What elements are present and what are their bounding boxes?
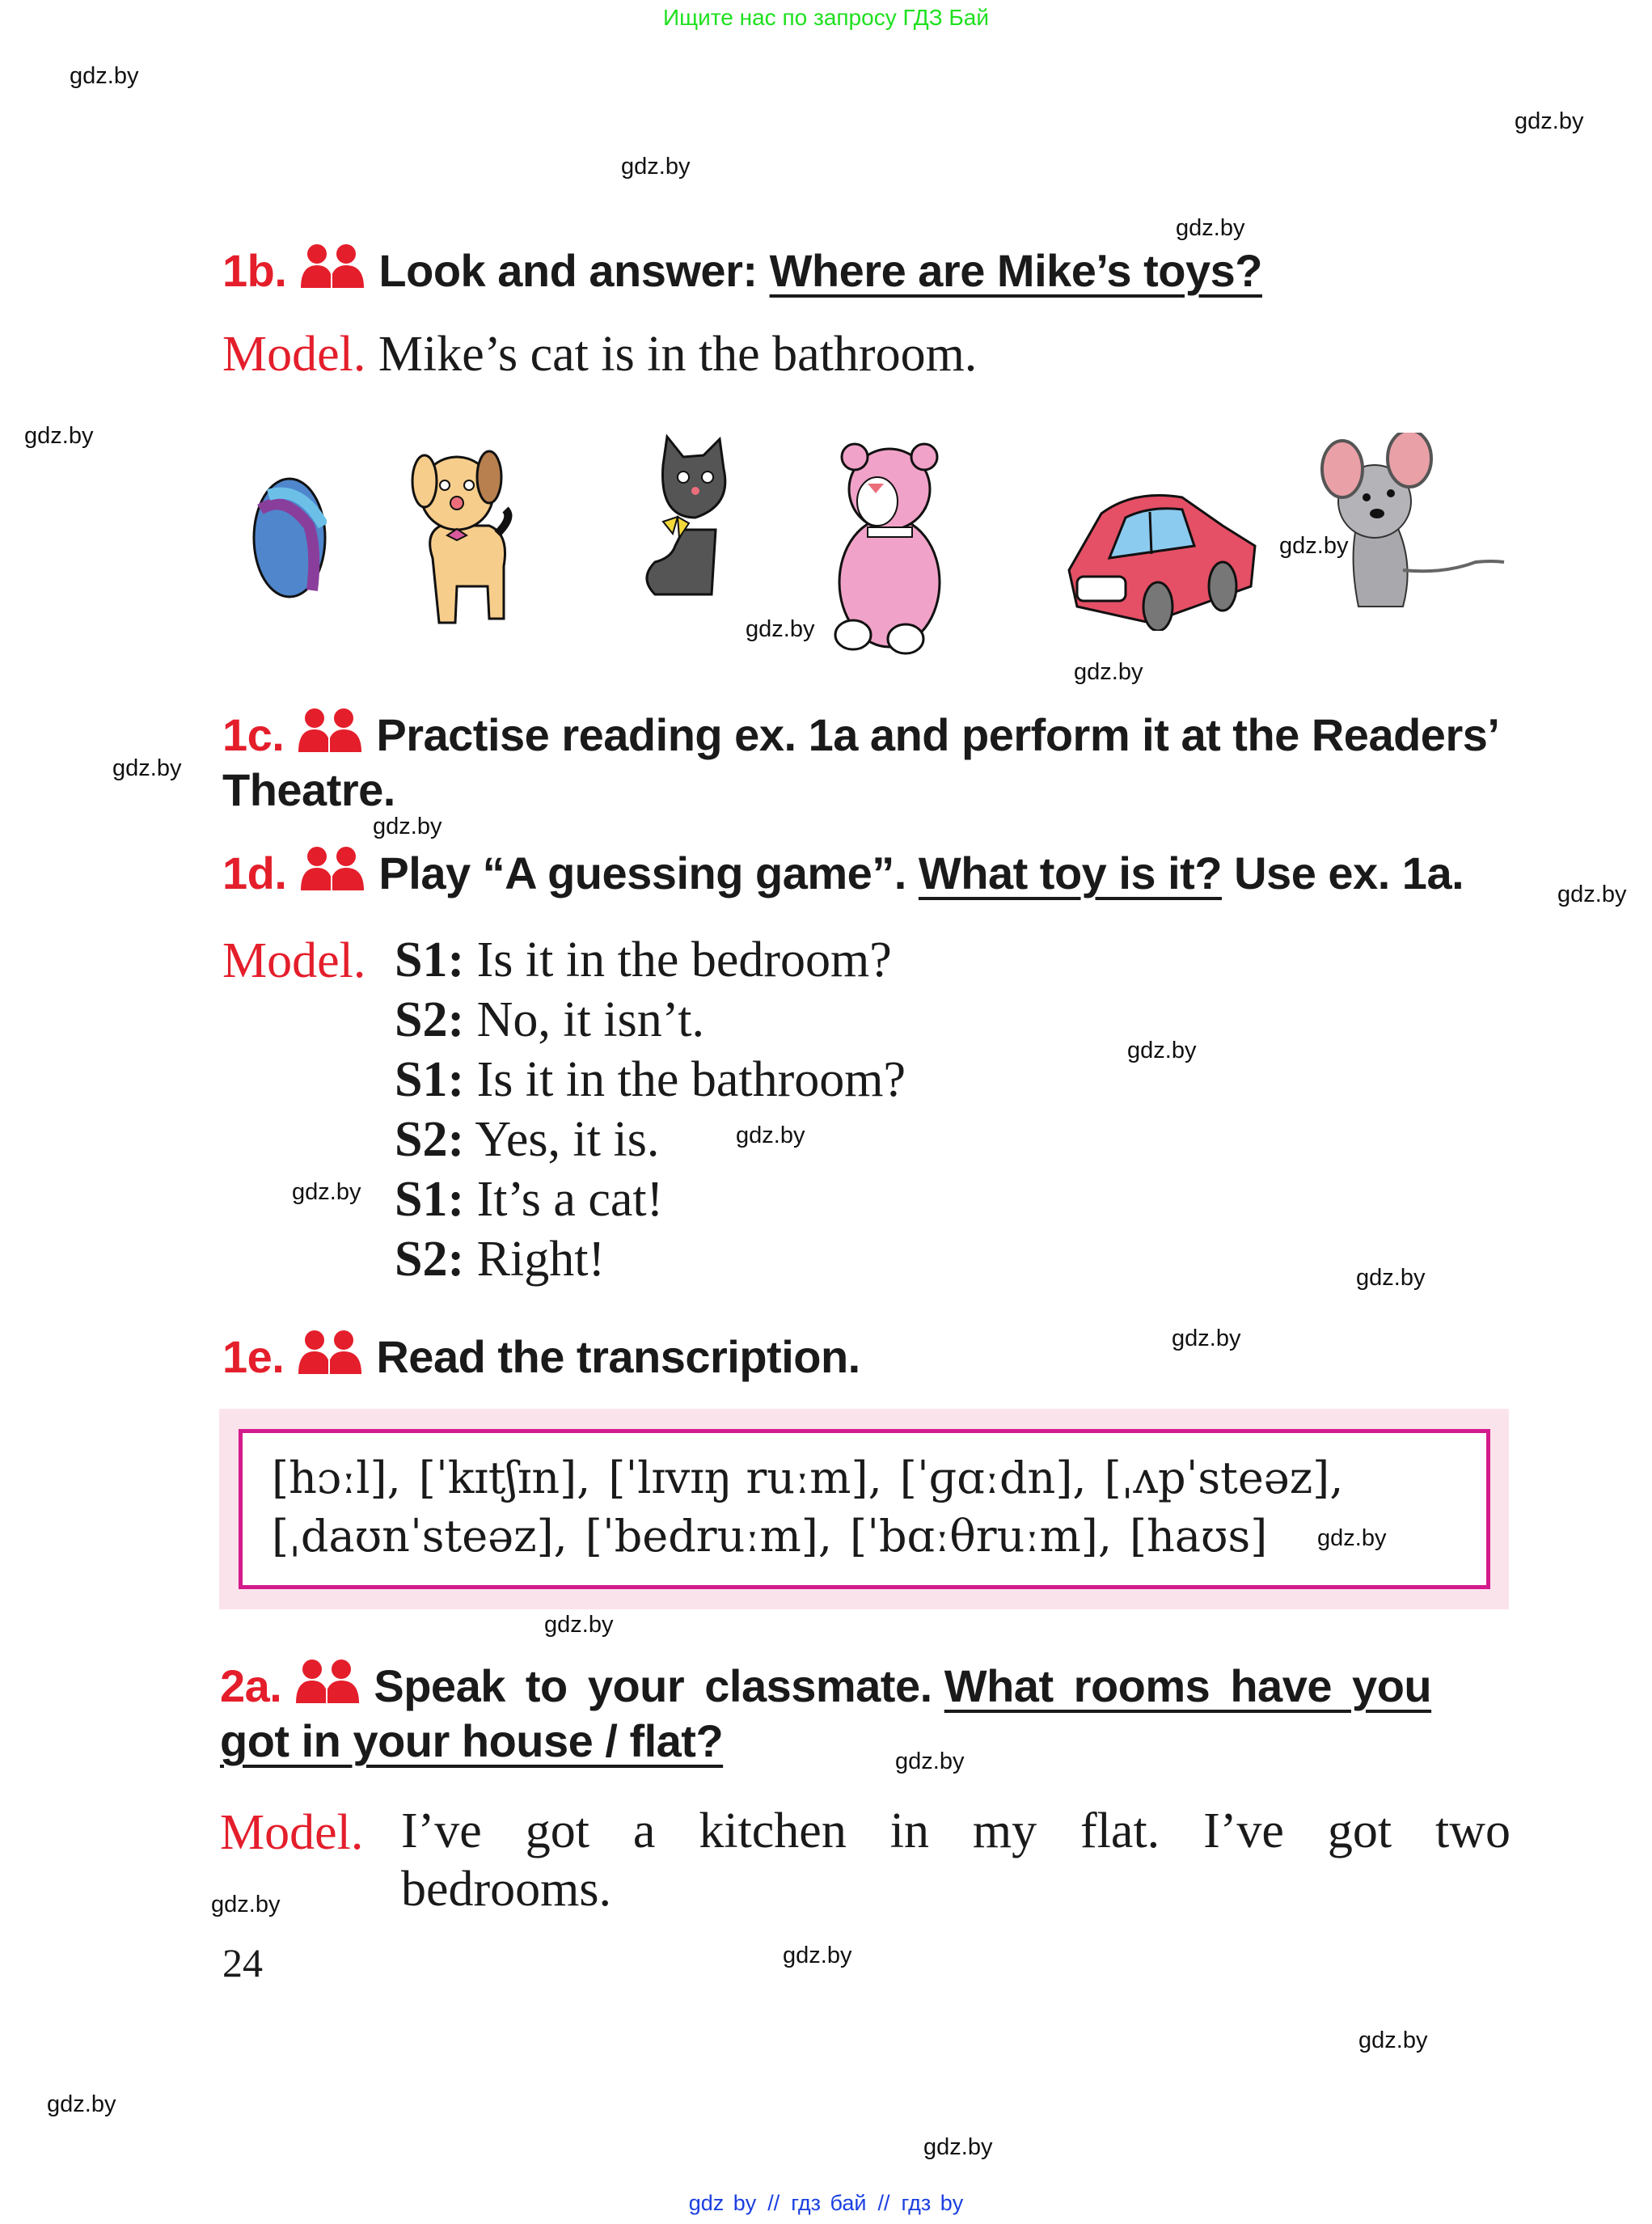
footer-link[interactable]: гдз by <box>901 2191 964 2215</box>
speaker: S1: <box>395 1052 465 1107</box>
line-text: No, it isn’t. <box>476 992 704 1047</box>
exercise-number: 1b. <box>222 245 287 296</box>
question-part1: What rooms have you <box>944 1660 1432 1711</box>
watermark: gdz.by <box>1176 215 1245 241</box>
watermark: gdz.by <box>1127 1038 1197 1063</box>
watermark: gdz.by <box>1317 1525 1387 1551</box>
separator: // <box>767 2191 780 2215</box>
line-text: It’s a cat! <box>476 1172 664 1227</box>
exercise-2a-model-label <box>220 1802 363 1863</box>
dialogue-line <box>395 930 906 990</box>
instruction: Play “A guessing game”. <box>378 848 906 898</box>
watermark: gdz.by <box>783 1943 852 1968</box>
transcription-kitchen: [ˈkɪtʃɪn], <box>418 1452 591 1503</box>
watermark: gdz.by <box>1172 1326 1241 1351</box>
watermark: gdz.by <box>24 423 94 449</box>
watermark: gdz.by <box>373 814 442 839</box>
model-label: Model. <box>222 933 366 988</box>
exercise-1d-dialogue <box>395 930 906 1289</box>
footer-link[interactable]: gdz by <box>688 2191 757 2215</box>
dog-icon <box>408 445 518 631</box>
dialogue-line <box>395 1110 906 1169</box>
teddy-bear-icon <box>829 437 950 655</box>
footer-link[interactable]: гдз бай <box>791 2191 867 2215</box>
page-number: 24 <box>222 1940 263 1985</box>
transcription-line-1 <box>272 1449 1468 1507</box>
watermark: gdz.by <box>1557 882 1627 907</box>
speaker: S1: <box>395 932 465 987</box>
exercise-1d-model-label <box>222 930 365 991</box>
instruction-line1: Practise reading ex. 1a and perform it at the Readers’ <box>376 709 1500 760</box>
model-label: Model. <box>220 1805 364 1860</box>
exercise-number: 1c. <box>222 709 285 760</box>
watermark: gdz.by <box>621 154 691 180</box>
instruction: Speak to your classmate. <box>374 1660 932 1711</box>
pair-work-icon <box>294 1658 361 1703</box>
transcription-box <box>239 1429 1490 1589</box>
dialogue-line <box>395 1229 906 1289</box>
watermark: gdz.by <box>47 2091 116 2117</box>
model-label: Model. <box>222 327 366 382</box>
pair-work-icon <box>299 845 365 890</box>
car-icon <box>1061 481 1263 631</box>
cat-icon <box>639 433 736 611</box>
watermark: gdz.by <box>746 616 815 642</box>
transcription-panel <box>219 1409 1509 1609</box>
exercise-1d-heading <box>222 845 1464 901</box>
transcription-upstairs: [ˌʌpˈsteəz], <box>1104 1452 1344 1503</box>
line-text: Right! <box>476 1232 606 1287</box>
dialogue-line <box>395 1050 906 1110</box>
separator: // <box>877 2191 890 2215</box>
mouse-icon <box>1314 433 1508 619</box>
line-text: Is it in the bathroom? <box>476 1052 906 1107</box>
search-banner: Ищите нас по запросу ГДЗ Бай <box>662 5 990 30</box>
exercise-2a-heading <box>220 1658 1510 1769</box>
transcription-line-2 <box>272 1507 1468 1566</box>
model-line-2: bedrooms. <box>401 1862 612 1917</box>
dialogue-line <box>395 990 906 1050</box>
ball-icon <box>252 477 327 598</box>
transcription-downstairs: [ˌdaʊnˈsteəz], <box>272 1511 568 1562</box>
instruction-line2: Theatre. <box>222 764 395 815</box>
watermark: gdz.by <box>544 1612 614 1638</box>
question: Where are Mike’s toys? <box>769 245 1262 296</box>
question: What toy is it? <box>918 848 1223 898</box>
transcription-text <box>272 1449 1468 1566</box>
speaker: S2: <box>395 992 465 1047</box>
transcription-living-room: [ˈlɪvɪŋ ruːm], <box>608 1452 882 1503</box>
watermark: gdz.by <box>895 1748 965 1774</box>
exercise-1e-heading <box>222 1329 860 1385</box>
pair-work-icon <box>297 1329 363 1374</box>
watermark: gdz.by <box>292 1179 361 1205</box>
exercise-number: 1d. <box>222 848 287 898</box>
question-part2: got in your house / flat? <box>220 1715 724 1766</box>
transcription-bedroom: [ˈbedruːm], <box>585 1511 833 1562</box>
exercise-number: 1e. <box>222 1331 285 1382</box>
watermark: gdz.by <box>923 2134 993 2160</box>
instruction: Read the transcription. <box>376 1331 860 1382</box>
exercise-number: 2a. <box>220 1660 282 1711</box>
watermark: gdz.by <box>70 63 139 89</box>
dialogue-line <box>395 1169 906 1229</box>
watermark: gdz.by <box>736 1123 805 1148</box>
transcription-house: [haʊs] <box>1130 1511 1268 1562</box>
footer-links <box>0 2188 1652 2218</box>
transcription-hall: [hɔːl], <box>272 1452 401 1503</box>
watermark: gdz.by <box>1358 2027 1428 2053</box>
pair-work-icon <box>297 707 363 752</box>
line-text: Yes, it is. <box>475 1112 660 1167</box>
watermark: gdz.by <box>1074 659 1143 685</box>
speaker: S2: <box>395 1112 465 1167</box>
watermark: gdz.by <box>112 755 182 781</box>
line-text: Is it in the bedroom? <box>476 932 892 987</box>
watermark: gdz.by <box>1356 1265 1426 1291</box>
watermark: gdz.by <box>1515 108 1584 134</box>
exercise-2a-model-text <box>401 1802 1510 1918</box>
transcription-bathroom: [ˈbɑːθruːm], <box>850 1511 1113 1562</box>
exercise-1b-model <box>222 323 977 385</box>
model-line-1: I’ve got a kitchen in my flat. I’ve got two <box>401 1803 1510 1858</box>
instruction-tail: Use ex. 1a. <box>1234 848 1464 898</box>
speaker: S2: <box>395 1232 465 1287</box>
watermark: gdz.by <box>1279 533 1349 559</box>
transcription-garden: [ˈɡɑːdn], <box>899 1452 1087 1503</box>
pair-work-icon <box>299 243 365 288</box>
speaker: S1: <box>395 1172 465 1227</box>
model-text: Mike’s cat is in the bathroom. <box>378 327 978 382</box>
exercise-1b-heading <box>222 243 1262 298</box>
watermark: gdz.by <box>211 1892 281 1917</box>
exercise-1c-heading <box>222 707 1516 818</box>
instruction: Look and answer: <box>378 245 758 296</box>
